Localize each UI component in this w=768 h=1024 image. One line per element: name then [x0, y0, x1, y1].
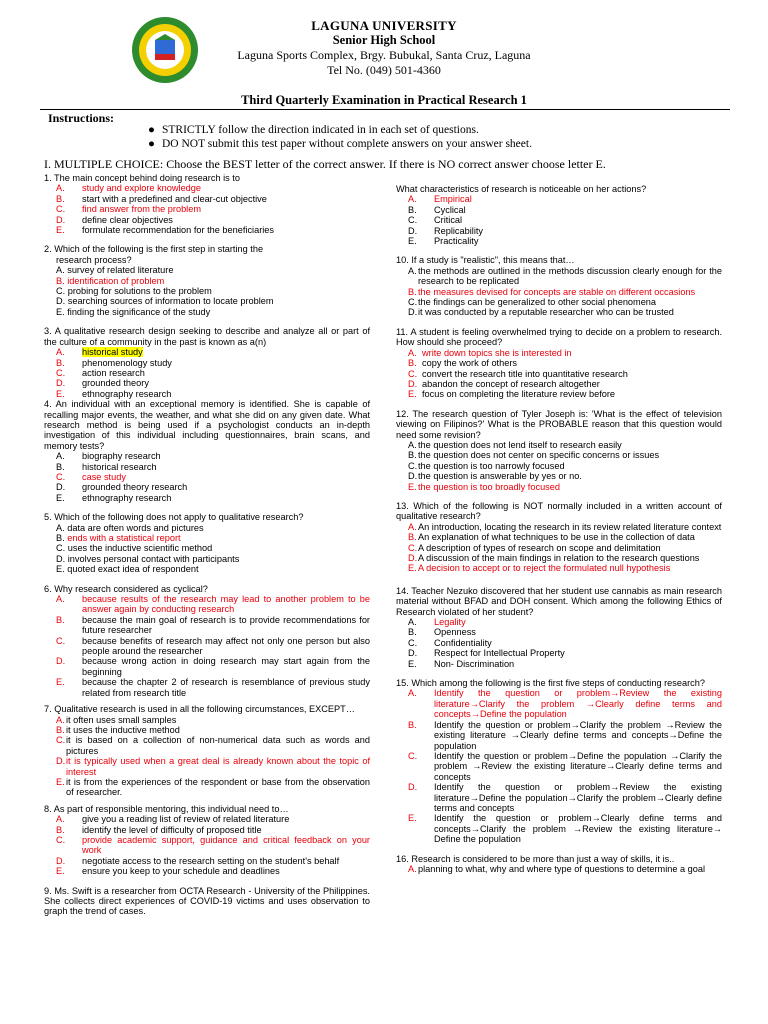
- question-stem: 5. Which of the following does not apply to qualitative research?: [44, 512, 304, 523]
- question-stem: 15. Which among the following is the first five steps of conducting research?: [396, 678, 705, 689]
- option-a: A. Empirical: [408, 194, 472, 205]
- right-column: [396, 184, 722, 874]
- question-stem: 2. Which of the following is the first step in starting the: [44, 244, 264, 255]
- instruction-item: ● DO NOT submit this test paper without complete answers on your answer sheet.: [148, 138, 532, 150]
- option-c: C. the question is too narrowly focused: [408, 460, 565, 471]
- option-b: B. identify the level of difficulty of proposed title: [56, 824, 262, 835]
- option-e: E. A decision to accept or to reject the formulated null hypothesis: [408, 563, 671, 574]
- question-5: [44, 512, 370, 574]
- option-d: D. define clear objectives: [56, 214, 173, 225]
- option-c: C. case study: [56, 471, 126, 482]
- option-e: E. quoted exact idea of respondent: [56, 564, 199, 575]
- question-stem: 3. A qualitative research design seeking to describe and analyze all or part of the culture of a community in the past is known as a(n): [44, 326, 370, 347]
- option-b: B. Openness: [408, 627, 476, 638]
- option-b: B. the question does not center on specific concerns or issues: [408, 450, 660, 461]
- question-stem: 12. The research question of Tyler Joseph is: 'What is the effect of television viewing on Filipinos?' What is the PROBABLE reason that this question would need some revision?: [396, 408, 722, 440]
- section-directions: I. MULTIPLE CHOICE: Choose the BEST letter of the correct answer. If there is NO correct answer choose letter E.: [44, 157, 606, 171]
- option-c: C. action research: [56, 367, 145, 378]
- option-a: A. planning to what, why and where type of questions to determine a goal: [408, 863, 706, 874]
- exam-title: Third Quarterly Examination in Practical Research 1: [241, 93, 527, 107]
- question-stem: 6. Why research considered as cyclical?: [44, 583, 208, 594]
- question-7: [44, 704, 370, 798]
- option-c: C. convert the research title into quantitative research: [408, 368, 628, 379]
- option-a: A. biography research: [56, 451, 161, 462]
- question-3: [44, 326, 370, 399]
- option-b: B. Cyclical: [408, 204, 466, 215]
- option-a: A. the question does not lend itself to research easily: [408, 439, 622, 450]
- option-d: D. it was conducted by a reputable researcher who can be trusted: [408, 307, 674, 318]
- option-b: B. ends with a statistical report: [56, 533, 181, 543]
- instruction-item: ● STRICTLY follow the direction indicated in in each set of questions.: [148, 124, 479, 136]
- option-e: E. Practicality: [408, 236, 479, 247]
- school-telephone: Tel No. (049) 501-4360: [327, 63, 441, 77]
- option-e: E. finding the significance of the study: [56, 306, 211, 317]
- option-a: A. study and explore knowledge: [56, 183, 202, 194]
- option-e: E. Identify the question or problem→Clearly define terms and concepts→Clarify the problem →Review the existing literature→ Define the population: [408, 813, 722, 845]
- question-9: [44, 886, 370, 917]
- option-d: D. negotiate access to the research setting on the student's behalf: [56, 855, 340, 866]
- option-d: D. grounded theory research: [56, 482, 188, 493]
- option-d: D. Identify the question or problem→Review the existing literature→Define the population→Clarify the problem→Clearly define terms and concepts: [408, 782, 722, 813]
- option-d: D. grounded theory: [56, 378, 149, 389]
- option-b: B. Identify the question or problem→Clarify the problem →Review the existing literature →Clearly define terms and concepts→Define the population: [408, 719, 722, 751]
- option-a: A. Legality: [408, 617, 466, 628]
- question-10: [396, 255, 722, 317]
- question-14: [396, 586, 722, 669]
- question-2: [44, 244, 370, 317]
- option-d: D. Replicability: [408, 225, 484, 236]
- bullet-icon: ●: [148, 138, 155, 150]
- option-d: D. Respect for Intellectual Property: [408, 648, 565, 659]
- question-stem: 9. Ms. Swift is a researcher from OCTA Research - University of the Philippines. She collects direct experiences of COVID-19 victims and uses observation to graph the trend of cases.: [44, 885, 370, 917]
- option-d: D. it is typically used when a great deal is already known about the topic of interest: [56, 756, 370, 777]
- option-e: E. formulate recommendation for the beneficiaries: [56, 225, 275, 236]
- option-a: A. because results of the research may lead to another problem to be answer again by conducting research: [56, 594, 370, 615]
- question-9-continued: [396, 184, 722, 246]
- option-e: E. because the chapter 2 of research is resemblance of previous study related from research title: [56, 677, 370, 698]
- option-a: A. write down topics she is interested in: [408, 347, 572, 358]
- option-c: C. uses the inductive scientific method: [56, 543, 213, 554]
- option-a: A. An introduction, locating the research in its review related literature context: [408, 521, 722, 532]
- question-stem: 7. Qualitative research is used in all the following circumstances, EXCEPT…: [44, 704, 355, 715]
- question-11: [396, 327, 722, 400]
- option-b: B. historical research: [56, 461, 157, 472]
- option-a: A. historical study: [56, 347, 143, 358]
- option-a: A. it often uses small samples: [56, 714, 177, 725]
- option-c: C. Confidentiality: [408, 637, 492, 648]
- option-a: A. survey of related literature: [56, 265, 174, 276]
- option-b: B. start with a predefined and clear-cut objective: [56, 193, 267, 204]
- question-stem: What characteristics of research is noticeable on her actions?: [396, 184, 647, 194]
- option-d: D. involves personal contact with participants: [56, 553, 240, 564]
- option-e: E. the question is too broadly focused: [408, 481, 560, 492]
- question-15: [396, 678, 722, 845]
- option-e: E. focus on completing the literature review before: [408, 389, 616, 400]
- option-b: B. phenomenology study: [56, 357, 172, 368]
- question-13: [396, 501, 722, 574]
- question-6: [44, 584, 370, 698]
- option-e: E. ensure you keep to your schedule and deadlines: [56, 866, 280, 877]
- option-b: B. An explanation of what techniques to be use in the collection of data: [408, 532, 695, 543]
- option-d: D. the question is answerable by yes or no.: [408, 471, 582, 482]
- option-a: A. give you a reading list of review of related literature: [56, 814, 290, 825]
- school-name: Senior High School: [332, 33, 436, 47]
- question-8: [44, 804, 370, 877]
- question-stem: 4. An individual with an exceptional memory is identified. She is capable of recalling major events, the weather, and what she did on any given date. What research method is being used if a psychologist conducts an in-depth investigation of this individual including questionnaires, brain scans, and memory tests?: [44, 399, 370, 451]
- option-d: D. abandon the concept of research altogether: [408, 378, 600, 389]
- question-stem: 11. A student is feeling overwhelmed trying to decide on a problem to research. How should she proceed?: [396, 326, 722, 348]
- option-e: E. Non- Discrimination: [408, 658, 515, 669]
- option-e: E. ethnography research: [56, 388, 172, 399]
- option-c: C. A description of types of research on scope and delimitation: [408, 542, 661, 553]
- question-1: [44, 173, 370, 235]
- option-a: A. Identify the question or problem→Review the existing literature→Clarify the problem →Clearly define terms and concepts→Define the population: [408, 688, 722, 720]
- school-address: Laguna Sports Complex, Brgy. Bubukal, Santa Cruz, Laguna: [237, 48, 531, 62]
- option-a: A. the methods are outlined in the methods discussion clearly enough for the research to be replicated: [408, 265, 722, 287]
- option-c: C. it is based on a collection of non-numerical data such as words and pictures: [56, 735, 370, 756]
- question-stem: 16. Research is considered to be more than just a way of skills, it is..: [396, 853, 675, 864]
- instructions-heading: Instructions:: [48, 111, 115, 125]
- university-name: LAGUNA UNIVERSITY: [311, 18, 457, 33]
- option-c: C. provide academic support, guidance and critical feedback on your work: [56, 834, 370, 856]
- option-b: B. because the main goal of research is to provide recommendations for future researcher: [56, 614, 370, 636]
- question-stem: 8. As part of responsible mentoring, this individual need to…: [44, 803, 289, 814]
- question-12: [396, 409, 722, 492]
- option-c: C. find answer from the problem: [56, 204, 201, 215]
- option-d: D. because wrong action in doing research may start again from the beginning: [56, 656, 370, 677]
- option-e: E. ethnography research: [56, 492, 172, 503]
- option-b: B. copy the work of others: [408, 358, 517, 369]
- option-b: B. the measures devised for concepts are stable on different occasions: [408, 286, 696, 297]
- option-d: D. A discussion of the main findings in relation to the research questions: [408, 553, 700, 563]
- option-b: B. it uses the inductive method: [56, 724, 180, 735]
- left-column: [44, 173, 370, 917]
- option-b: B. identification of problem: [56, 275, 165, 286]
- option-c: C. Identify the question or problem→Define the population →Clarify the problem →Review the existing literature→Clearly define terms and concepts: [408, 750, 722, 782]
- school-header: [0, 18, 768, 78]
- option-a: A. data are often words and pictures: [56, 522, 204, 533]
- header-divider: [40, 109, 730, 110]
- question-stem: 1. The main concept behind doing research is to: [44, 173, 240, 183]
- option-e: E. it is from the experiences of the respondent or base from the observation of researcher.: [56, 776, 370, 798]
- question-16: [396, 854, 722, 875]
- option-c: C. Critical: [408, 215, 463, 226]
- option-c: C. because benefits of research may affect not only one person but also people around the researcher: [56, 635, 370, 657]
- option-d: D. searching sources of information to locate problem: [56, 296, 274, 307]
- question-stem-cont: research process?: [56, 254, 132, 265]
- option-c: C. probing for solutions to the problem: [56, 286, 212, 297]
- question-stem: 10. If a study is "realistic", this means that…: [396, 255, 575, 266]
- option-c: C. the findings can be generalized to other social phenomena: [408, 297, 657, 308]
- question-4: [44, 399, 370, 503]
- question-stem: 13. Which of the following is NOT normally included in a written account of qualitative research?: [396, 500, 722, 522]
- bullet-icon: ●: [148, 124, 155, 136]
- question-stem: 14. Teacher Nezuko discovered that her student use cannabis as main research material without BFAD and DOH consent. Which among the following Ethics of Research violated of her student?: [396, 585, 722, 617]
